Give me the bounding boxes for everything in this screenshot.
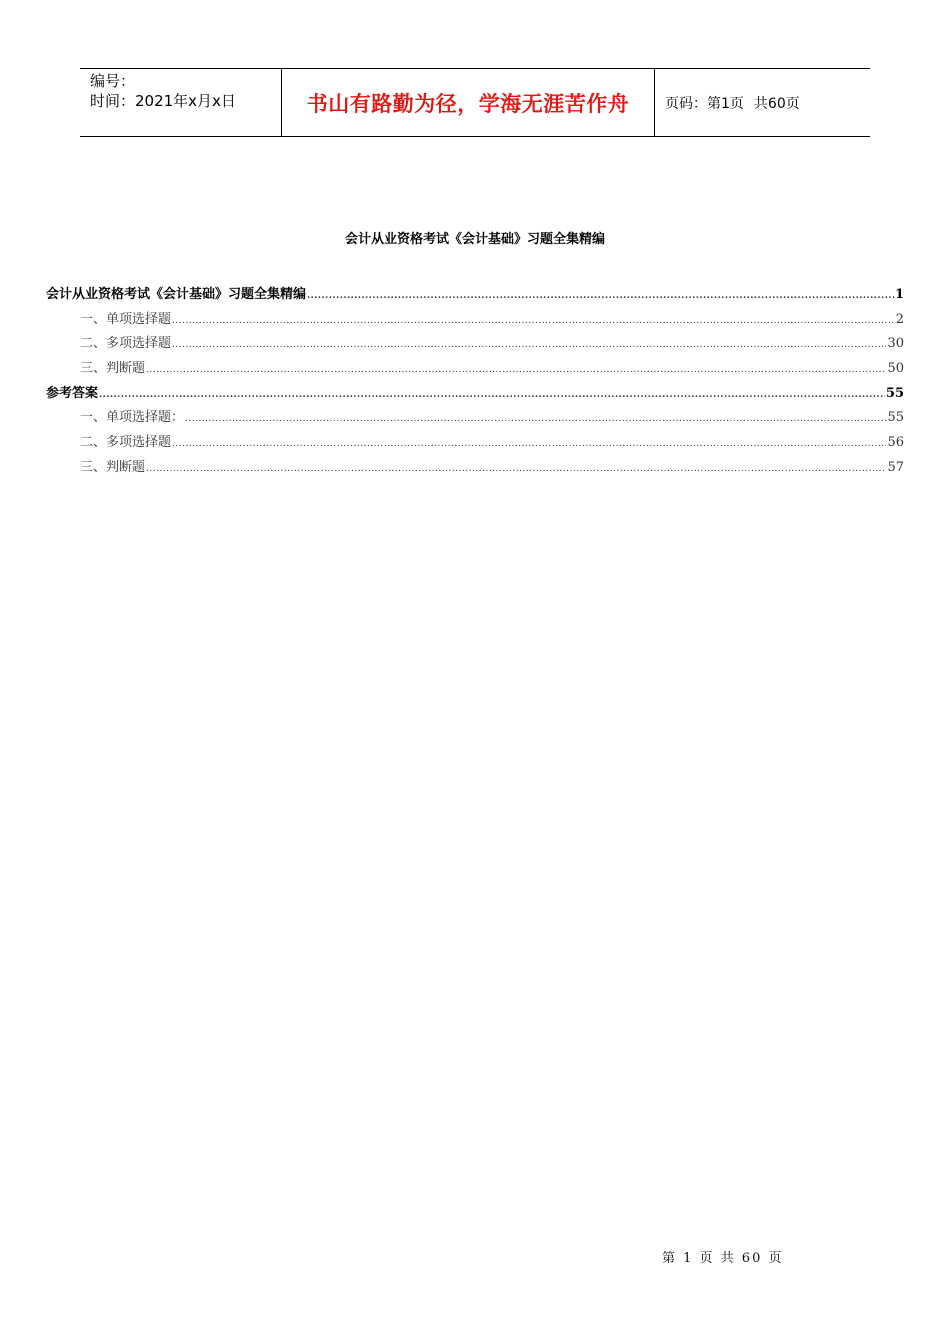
- toc-entry-label: 三、判断题: [80, 459, 146, 475]
- toc-entry[interactable]: [46, 310, 904, 335]
- page-header: [80, 68, 870, 137]
- document-number-label: 编号：: [90, 72, 136, 90]
- document-time-label: 时间：2021年x月x日: [90, 92, 236, 110]
- header-motto: 书山有路勤为径，学海无涯苦作舟: [281, 69, 655, 136]
- toc-entry-page: 2: [895, 311, 904, 327]
- toc-leader-dots: [172, 434, 886, 454]
- toc-entry[interactable]: [46, 359, 904, 384]
- toc-leader-dots: [146, 459, 886, 479]
- header-page-info: [655, 69, 870, 136]
- toc-leader-dots: [146, 360, 886, 380]
- header-page-total: 共60页: [753, 95, 800, 112]
- toc-leader-dots: [172, 335, 886, 355]
- toc-entry[interactable]: [46, 433, 904, 458]
- header-page-current: 页码：第1页: [665, 95, 744, 112]
- toc-entry-label: 一、单项选择题：: [80, 410, 185, 426]
- header-meta: [80, 69, 281, 136]
- document-title: 会计从业资格考试《会计基础》习题全集精编: [344, 232, 605, 247]
- toc-entry-page: 56: [887, 435, 904, 451]
- toc-entry-label: 参考答案: [46, 385, 99, 401]
- toc-entry[interactable]: [46, 408, 904, 433]
- toc-entry[interactable]: [46, 285, 904, 310]
- toc-entry-page: 55: [885, 385, 904, 401]
- table-of-contents: [46, 285, 904, 483]
- toc-entry-page: 57: [887, 459, 904, 475]
- toc-entry[interactable]: [46, 334, 904, 359]
- toc-leader-dots: [307, 286, 894, 306]
- toc-entry-page: 50: [887, 361, 904, 377]
- page-footer: 第 1 页 共 60 页: [662, 1251, 784, 1266]
- toc-entry-label: 三、判断题: [80, 361, 146, 377]
- toc-entry-label: 会计从业资格考试《会计基础》习题全集精编: [46, 287, 307, 302]
- toc-leader-dots: [99, 385, 885, 405]
- toc-entry-page: 1: [894, 287, 904, 302]
- toc-entry-label: 二、多项选择题: [80, 435, 172, 451]
- toc-entry-page: 30: [887, 336, 904, 352]
- toc-leader-dots: [172, 311, 895, 331]
- toc-entry[interactable]: [46, 384, 904, 409]
- toc-entry-label: 二、多项选择题: [80, 336, 172, 352]
- toc-entry[interactable]: [46, 458, 904, 483]
- toc-entry-label: 一、单项选择题: [80, 311, 172, 327]
- toc-leader-dots: [185, 409, 886, 429]
- toc-entry-page: 55: [887, 410, 904, 426]
